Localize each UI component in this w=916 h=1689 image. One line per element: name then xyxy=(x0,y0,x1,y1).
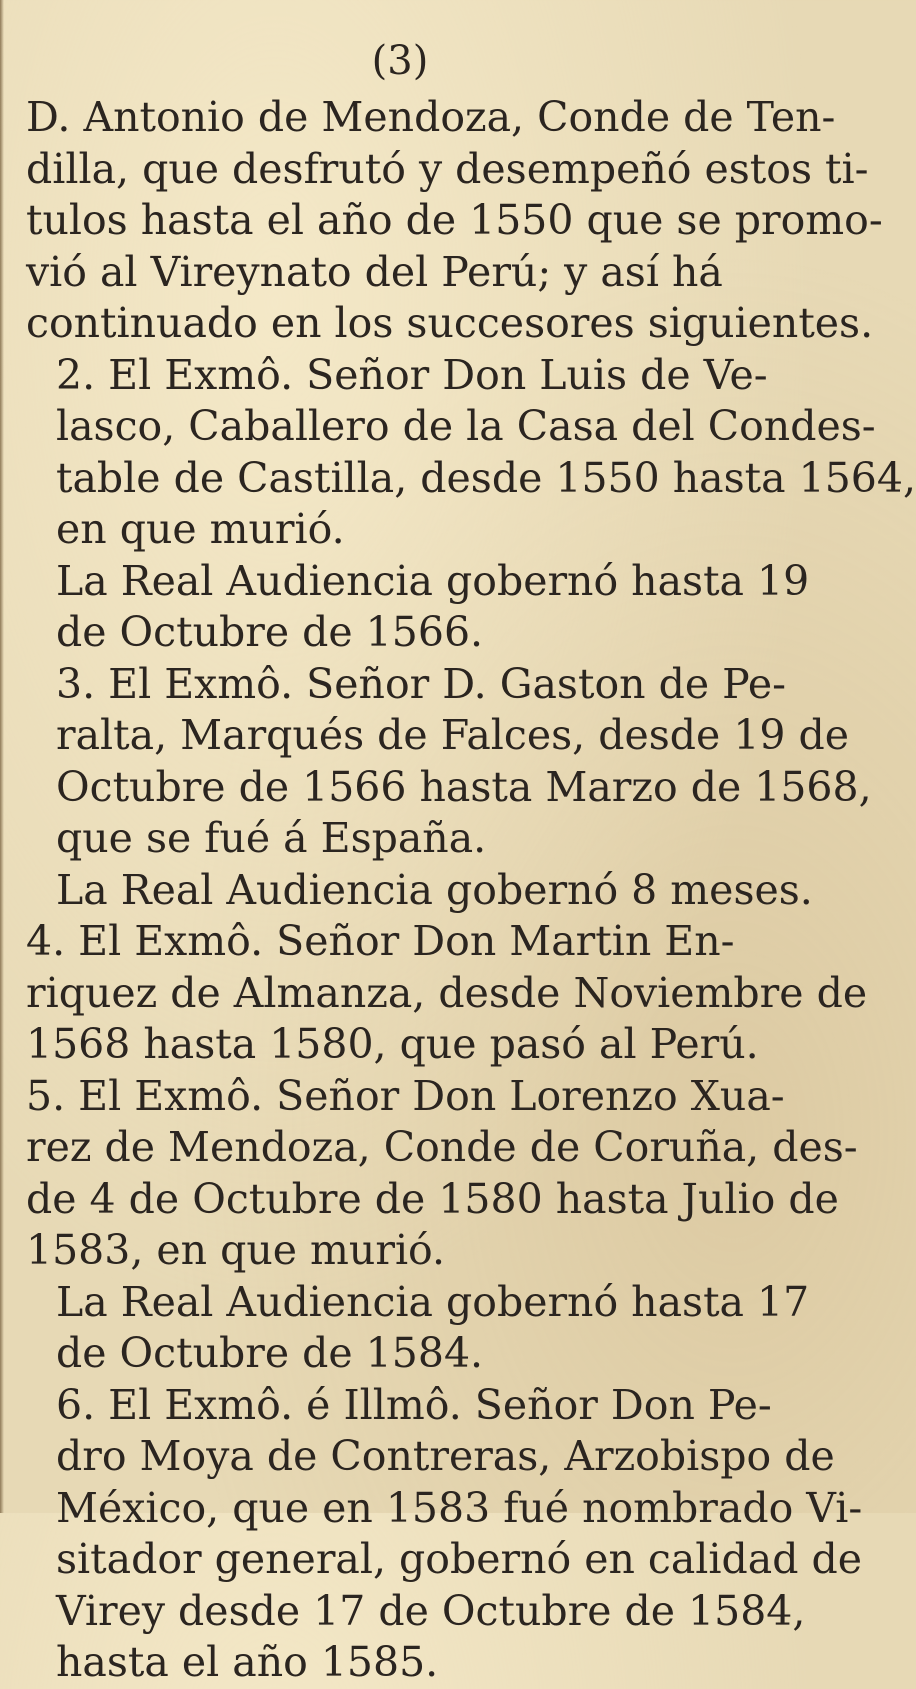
text-line: riquez de Almanza, desde Noviembre de xyxy=(26,968,868,1017)
text-line: La Real Audiencia gobernó hasta 19 xyxy=(56,556,810,605)
paragraph-viceroy-3 xyxy=(26,659,872,865)
text-line: 1568 hasta 1580, que pasó al Perú. xyxy=(26,1020,759,1068)
paragraph-viceroy-5 xyxy=(26,1071,858,1277)
text-line: ralta, Marqués de Falces, desde 19 de xyxy=(56,711,850,759)
text-line: hasta el año 1585. xyxy=(56,1638,439,1686)
text-line: La Real Audiencia gobernó hasta 17 xyxy=(56,1277,810,1326)
paragraph-viceroy-2 xyxy=(26,350,916,556)
text-line: tulos hasta el año de 1550 que se promo- xyxy=(26,196,883,244)
paragraph-audiencia-1 xyxy=(26,556,810,659)
text-line: 6. El Exmô. é Illmô. Señor Don Pe- xyxy=(56,1380,772,1429)
paragraph-viceroy-6 xyxy=(26,1380,863,1689)
text-line: que se fué á España. xyxy=(56,814,487,862)
text-line: 4. El Exmô. Señor Don Martin En- xyxy=(26,917,735,965)
paragraph-viceroy-4 xyxy=(26,916,868,1071)
text-line: 5. El Exmô. Señor Don Lorenzo Xua- xyxy=(26,1071,785,1120)
text-line: dro Moya de Contreras, Arzobispo de xyxy=(56,1432,835,1480)
page-number: (3) xyxy=(371,38,429,84)
text-line: continuado en los succesores siguientes. xyxy=(26,299,874,347)
text-line: sitador general, gobernó en calidad de xyxy=(56,1535,863,1583)
text-block xyxy=(26,92,916,1689)
text-line: rez de Mendoza, Conde de Coruña, des- xyxy=(26,1123,858,1171)
paragraph-intro xyxy=(26,92,883,350)
paragraph-audiencia-3 xyxy=(26,1277,810,1380)
text-line: de Octubre de 1584. xyxy=(56,1329,484,1377)
text-line: en que murió. xyxy=(56,505,345,553)
text-line: dilla, que desfrutó y desempeñó estos ti- xyxy=(26,144,869,193)
text-line: table de Castilla, desde 1550 hasta 1564, xyxy=(56,453,916,502)
text-line: lasco, Caballero de la Casa del Condes- xyxy=(56,402,876,450)
text-line: 3. El Exmô. Señor D. Gaston de Pe- xyxy=(56,659,786,708)
text-line: México, que en 1583 fué nombrado Vi- xyxy=(56,1483,863,1532)
page-binding-edge xyxy=(0,0,4,1513)
text-line: Octubre de 1566 hasta Marzo de 1568, xyxy=(56,762,872,811)
text-line: 1583, en que murió. xyxy=(26,1226,446,1274)
text-line: vió al Vireynato del Perú; y así há xyxy=(26,247,723,296)
text-line: La Real Audiencia gobernó 8 meses. xyxy=(56,865,813,914)
paragraph-audiencia-2 xyxy=(26,865,813,917)
text-line: D. Antonio de Mendoza, Conde de Ten- xyxy=(26,93,836,141)
text-line: Virey desde 17 de Octubre de 1584, xyxy=(56,1586,806,1635)
text-line: de Octubre de 1566. xyxy=(56,608,484,656)
text-line: 2. El Exmô. Señor Don Luis de Ve- xyxy=(56,350,768,399)
text-line: de 4 de Octubre de 1580 hasta Julio de xyxy=(26,1174,839,1223)
